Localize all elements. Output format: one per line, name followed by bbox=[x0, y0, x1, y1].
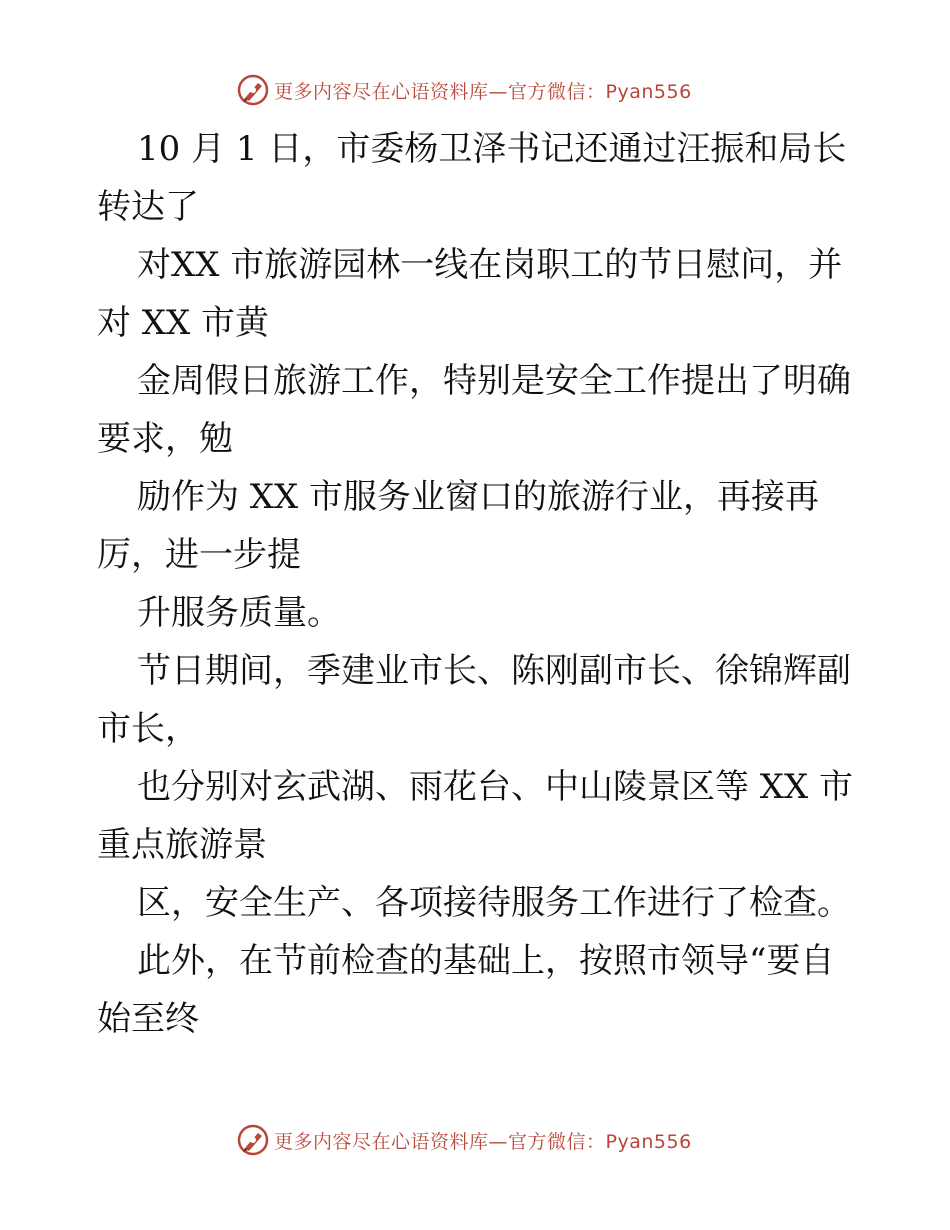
watermark-text: 更多内容尽在心语资料库—官方微信：Pyan556 bbox=[274, 1130, 692, 1153]
paragraph bbox=[97, 468, 857, 584]
paragraph-line: 区，安全生产、各项接待服务工作进行了检查。 bbox=[137, 883, 851, 923]
document-body bbox=[97, 120, 857, 1048]
paragraph bbox=[97, 584, 857, 642]
header-watermark bbox=[236, 72, 716, 108]
paragraph bbox=[97, 236, 857, 352]
paragraph-line: 金周假日旅游工作，特别是安全工作提出了明确 bbox=[137, 361, 851, 401]
paragraph-line: 重点旅游景 bbox=[97, 825, 267, 865]
watermark-text: 更多内容尽在心语资料库—官方微信：Pyan556 bbox=[274, 80, 692, 103]
paragraph-line: 厉，进一步提 bbox=[97, 535, 301, 575]
paragraph-line: 转达了 bbox=[97, 187, 199, 227]
paragraph-line: 升服务质量。 bbox=[137, 593, 341, 633]
footer-watermark bbox=[236, 1122, 716, 1158]
pen-logo-icon bbox=[236, 73, 270, 107]
paragraph bbox=[97, 932, 857, 1048]
paragraph-line: 此外，在节前检查的基础上，按照市领导“要自 bbox=[137, 941, 835, 981]
paragraph-line: 对 XX 市黄 bbox=[97, 303, 270, 343]
paragraph-line: 10 月 1 日，市委杨卫泽书记还通过汪振和局长 bbox=[137, 129, 847, 169]
paragraph-line: 市长， bbox=[97, 709, 199, 749]
paragraph bbox=[97, 352, 857, 468]
paragraph bbox=[97, 642, 857, 758]
paragraph bbox=[97, 758, 857, 874]
paragraph-line: 励作为 XX 市服务业窗口的旅游行业，再接再 bbox=[137, 477, 820, 517]
paragraph bbox=[97, 874, 857, 932]
paragraph-line: 也分别对玄武湖、雨花台、中山陵景区等 XX 市 bbox=[137, 767, 854, 807]
paragraph bbox=[97, 120, 857, 236]
paragraph-line: 节日期间，季建业市长、陈刚副市长、徐锦辉副 bbox=[137, 651, 851, 691]
paragraph-line: 始至终 bbox=[97, 999, 199, 1039]
paragraph-line: 对XX 市旅游园林一线在岗职工的节日慰问，并 bbox=[137, 245, 843, 285]
paragraph-line: 要求，勉 bbox=[97, 419, 233, 459]
pen-logo-icon bbox=[236, 1123, 270, 1157]
